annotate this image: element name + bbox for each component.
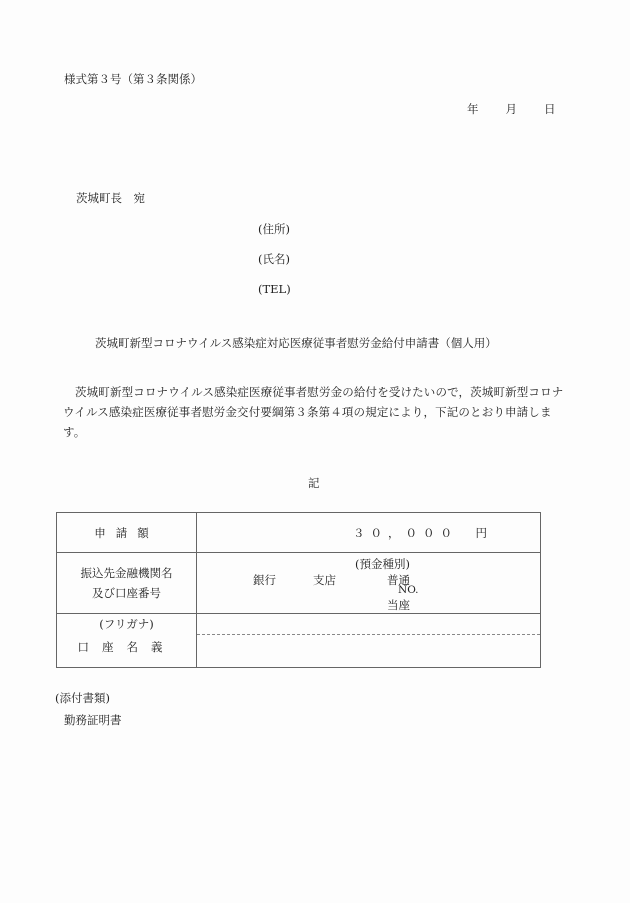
kana-divider <box>197 634 540 635</box>
applicant-name-label: (氏名) <box>258 252 290 266</box>
date-line <box>467 101 556 117</box>
amount-value: ３０，０００ 円 <box>353 526 493 540</box>
holder-value-cell[interactable] <box>197 614 540 668</box>
bank-label-line1: 振込先金融機関名 <box>80 566 173 580</box>
branch-name-suffix: 支店 <box>313 573 336 587</box>
addressee: 茨城町長 宛 <box>76 191 145 205</box>
amount-label: 申請額 <box>94 525 159 540</box>
amount-label-cell <box>57 513 197 552</box>
holder-label: 口座名義 <box>77 640 176 654</box>
deposit-type-label: (預金種別) <box>355 557 410 571</box>
date-month: 月 <box>505 102 517 116</box>
deposit-type-futsu: 普通 <box>387 573 410 587</box>
attachments-label: (添付書類) <box>55 691 110 705</box>
table-row-bank <box>57 553 540 614</box>
date-day: 日 <box>544 102 556 116</box>
bank-label-line2: 及び口座番号 <box>92 586 161 600</box>
applicant-tel-label: (TEL) <box>258 282 291 296</box>
amount-value-cell <box>197 513 540 552</box>
account-number-label: NO. <box>398 584 419 596</box>
attachment-item: 勤務証明書 <box>64 713 122 727</box>
bank-name-suffix: 銀行 <box>253 573 276 587</box>
date-year: 年 <box>467 102 479 116</box>
holder-kana-label: (フリガナ) <box>99 617 154 631</box>
document-title: 茨城町新型コロナウイルス感染症対応医療従事者慰労金給付申請書（個人用） <box>95 336 497 350</box>
deposit-type-toza: 当座 <box>387 598 410 612</box>
bank-label-cell <box>57 553 197 613</box>
applicant-address-label: (住所) <box>258 222 290 236</box>
table-row-amount <box>57 513 540 553</box>
application-table <box>56 512 541 668</box>
form-number: 様式第３号（第３条関係） <box>64 72 202 86</box>
table-row-holder <box>57 614 540 668</box>
ki-heading: 記 <box>308 476 320 490</box>
document-body: 茨城町新型コロナウイルス感染症医療従事者慰労金の給付を受けたいので，茨城町新型コロナウイルス感染症医療従事者慰労金交付要綱第３条第４項の規定により，下記のとおり申請します。 <box>63 385 564 439</box>
holder-label-cell <box>57 614 197 668</box>
bank-value-cell[interactable] <box>197 553 540 613</box>
